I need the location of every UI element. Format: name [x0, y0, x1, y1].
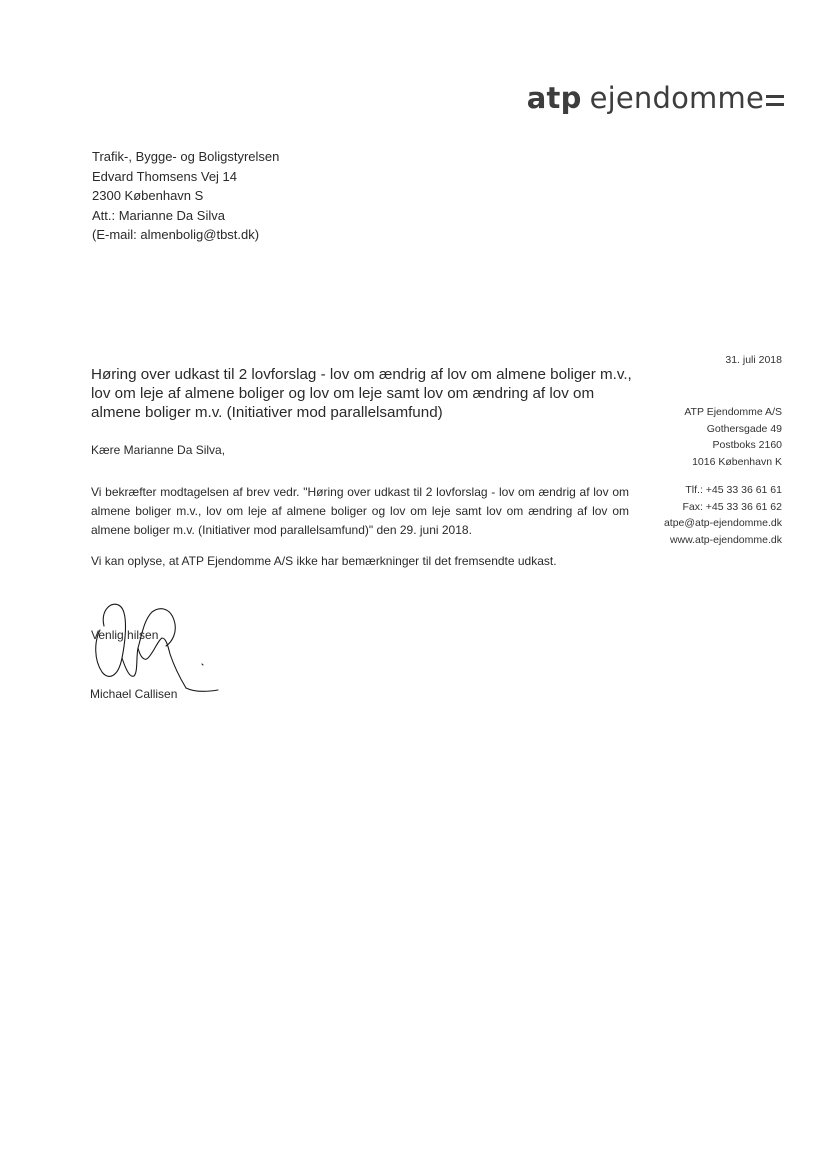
signer-name: Michael Callisen: [90, 687, 178, 701]
sender-gap: [664, 470, 782, 482]
sender-street: Gothersgade 49: [706, 422, 782, 435]
letter-date: 31. juli 2018: [725, 354, 782, 366]
recipient-email: (E-mail: almenbolig@tbst.dk): [92, 227, 260, 242]
recipient-name: Trafik-, Bygge- og Boligstyrelsen: [92, 149, 280, 164]
closing-text: Venlig hilsen: [91, 628, 159, 642]
logo-bars-icon: [766, 95, 784, 107]
sender-email: atpe@atp-ejendomme.dk: [663, 517, 782, 529]
logo-atp-text: atp: [526, 81, 582, 115]
sender-fax: Fax: +45 33 36 61 62: [682, 500, 782, 513]
sender-phone: Tlf.: +45 33 36 61 61: [685, 484, 782, 496]
body-paragraph-1: Vi bekræfter modtagelsen af brev vedr. "Høring over udkast til 2 lovforslag - lov om ændrig af lov om almene boliger m.v., lov om leje af almene boliger og lov om leje samt lov om ændring af lov om almene boliger m.v. (Initiativer mod parallelsamfund)" den 29. juni 2018.: [91, 485, 629, 538]
recipient-address: [92, 147, 279, 245]
letter-greeting: Kære Marianne Da Silva,: [91, 443, 226, 457]
sender-company: ATP Ejendomme A/S: [684, 406, 782, 418]
company-logo: [527, 78, 784, 118]
sender-website: www.atp-ejendomme.dk: [669, 533, 782, 546]
sender-block: [664, 404, 782, 548]
sender-pobox: Postboks 2160: [712, 439, 782, 451]
body-paragraph-2: Vi kan oplyse, at ATP Ejendomme A/S ikke har bemærkninger til det fremsendte udkast.: [91, 554, 557, 568]
logo-ejendomme-text: ejendomme: [589, 81, 764, 115]
sender-city: 1016 København K: [692, 455, 782, 468]
recipient-attention: Att.: Marianne Da Silva: [92, 207, 225, 223]
handwritten-signature: [82, 598, 232, 708]
letter-subject: Høring over udkast til 2 lovforslag - lov om ændrig af lov om almene boliger m.v., lov om leje af almene boliger og lov om leje samt lov om ændring af lov om almene boliger m.v. (Initiativer mod parallelsamfund): [91, 366, 632, 421]
recipient-city: 2300 København S: [92, 188, 204, 203]
recipient-street: Edvard Thomsens Vej 14: [92, 168, 238, 184]
